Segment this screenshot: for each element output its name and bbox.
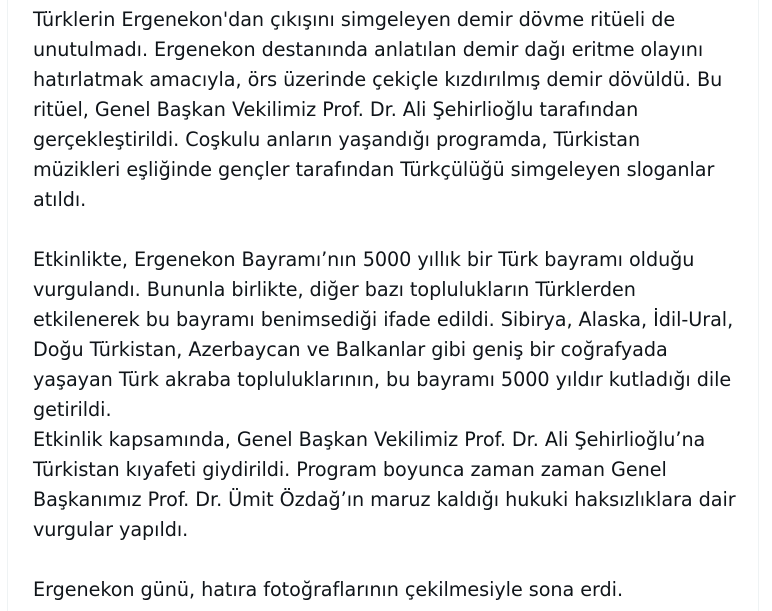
text-line: getirildi. [33, 398, 112, 421]
text-line: Ergenekon günü, hatıra fotoğraflarının çekilmesiyle sona erdi. [33, 578, 623, 601]
text-line: vurgular yapıldı. [33, 518, 189, 541]
text-line: etkilenerek bu bayramı benimsediği ifade edildi. Sibirya, Alaska, İdil-Ural, [33, 308, 734, 331]
text-line: Türklerin Ergenekon'dan çıkışını simgeleyen demir dövme ritüeli de [33, 8, 676, 31]
paragraph-spacer [33, 545, 758, 575]
text-line: atıldı. [33, 188, 87, 211]
paragraph-forging-ritual [33, 5, 758, 215]
paragraph-bayram-history [33, 245, 758, 425]
post-container [7, 0, 759, 611]
text-line: müzikleri eşliğinde gençler tarafından Türkçülüğü simgeleyen sloganlar [33, 158, 715, 181]
paragraph-spacer [33, 215, 758, 245]
text-line: hatırlatmak amacıyla, örs üzerinde çekiçle kızdırılmış demir dövüldü. Bu [33, 68, 723, 91]
text-line: Doğu Türkistan, Azerbaycan ve Balkanlar gibi geniş bir coğrafyada [33, 338, 668, 361]
text-line: Etkinlikte, Ergenekon Bayramı’nın 5000 yıllık bir Türk bayramı olduğu [33, 248, 695, 271]
text-line: Etkinlik kapsamında, Genel Başkan Vekilimiz Prof. Dr. Ali Şehirlioğlu’na [33, 428, 706, 451]
text-line: gerçekleştirildi. Coşkulu anların yaşandığı programda, Türkistan [33, 128, 641, 151]
text-line: ritüel, Genel Başkan Vekilimiz Prof. Dr. Ali Şehirlioğlu tarafından [33, 98, 639, 121]
post-text [33, 5, 758, 605]
text-line: unutulmadı. Ergenekon destanında anlatılan demir dağı eritme olayını [33, 38, 704, 61]
text-line: Türkistan kıyafeti giydirildi. Program boyunca zaman zaman Genel [33, 458, 667, 481]
paragraph-costume [33, 425, 758, 545]
text-line: yaşayan Türk akraba topluluklarının, bu bayramı 5000 yıldır kutladığı dile [33, 368, 732, 391]
text-line: vurgulandı. Bununla birlikte, diğer bazı toplulukların Türklerden [33, 278, 636, 301]
text-line: Başkanımız Prof. Dr. Ümit Özdağ’ın maruz kaldığı hukuki haksızlıklara dair [33, 488, 736, 511]
paragraph-closing [33, 575, 758, 605]
